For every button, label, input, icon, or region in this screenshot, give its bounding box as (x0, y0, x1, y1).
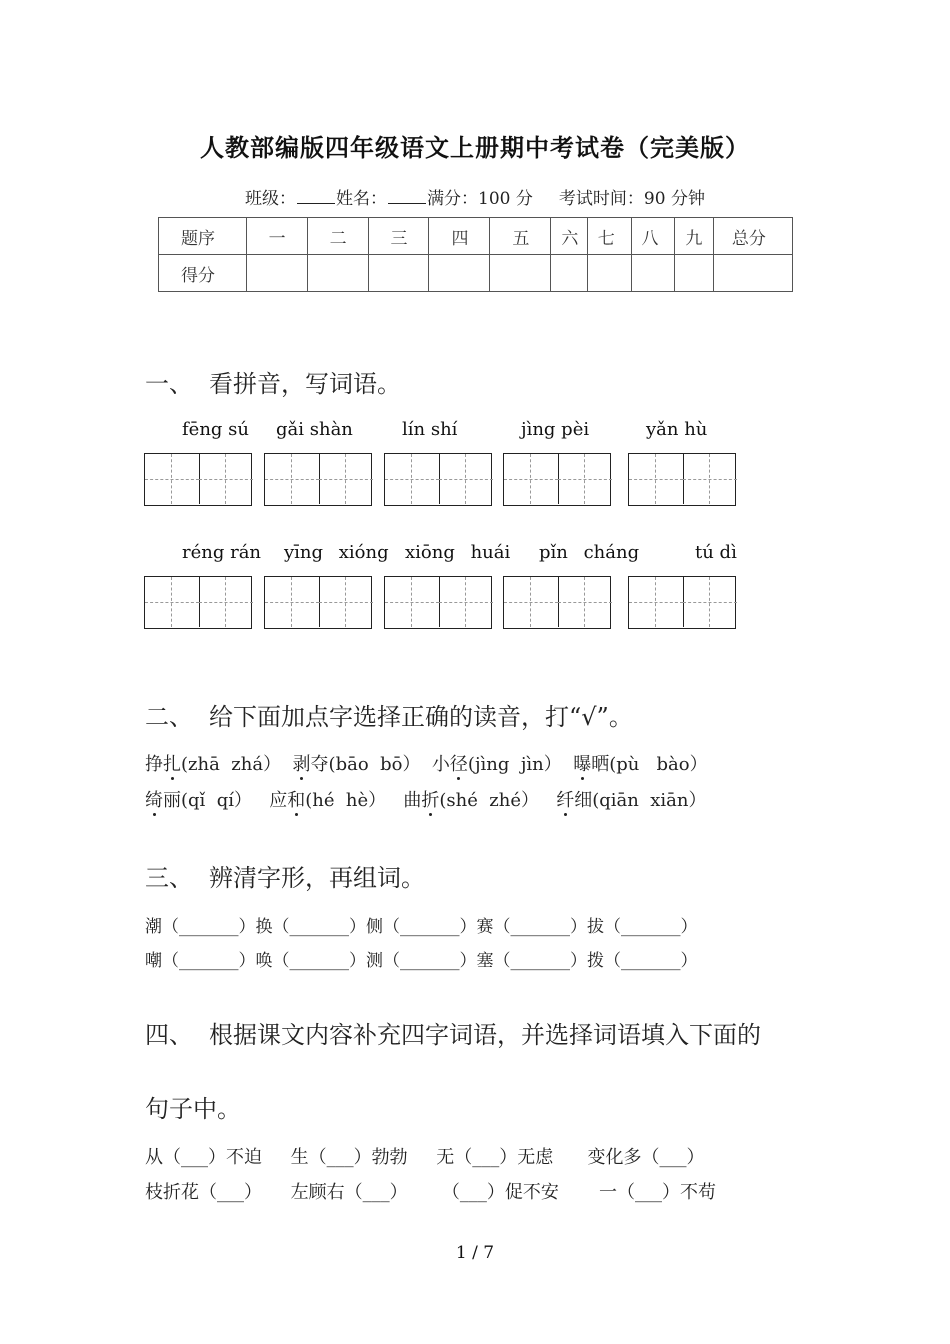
section-number: 四、 (145, 1021, 193, 1049)
pinyin-label: yǎn hù (646, 419, 708, 440)
score-header-cell: 五 (490, 218, 551, 255)
pinyin-label: jìng pèi (521, 419, 590, 440)
reading-item[interactable]: 挣扎(zhā zhá） (145, 754, 281, 775)
writing-grid[interactable] (384, 453, 492, 506)
score-header-cell: 二 (307, 218, 368, 255)
name-blank[interactable] (388, 189, 426, 204)
score-cell[interactable] (429, 255, 490, 292)
dotted-char: 绮 (145, 786, 163, 812)
score-header-cell: 九 (675, 218, 713, 255)
writing-grid[interactable] (144, 453, 252, 506)
section-number: 三、 (145, 864, 193, 892)
word-group-line-2[interactable]: 嘲（_______）唤（_______）测（_______）塞（_______）拨（_______） (145, 951, 698, 971)
dotted-char: 纤 (556, 786, 574, 812)
section-title: 辨清字形，再组词。 (209, 864, 425, 892)
writing-grid[interactable] (384, 576, 492, 629)
score-value-row (159, 255, 793, 292)
writing-grid[interactable] (144, 576, 252, 629)
word-group-line-1[interactable]: 潮（_______）换（_______）侧（_______）赛（_______）拔（_______） (145, 917, 698, 937)
reading-item[interactable]: 绮丽(qǐ qí） (145, 790, 252, 811)
reading-item[interactable]: 应和(hé hè） (269, 790, 386, 811)
dotted-char: 和 (287, 786, 305, 812)
score-header-cell: 三 (368, 218, 429, 255)
dotted-char: 径 (450, 750, 468, 776)
score-cell[interactable] (368, 255, 429, 292)
exam-info (0, 184, 950, 209)
class-label: 班级： (245, 189, 297, 209)
score-header-cell: 总分 (713, 218, 792, 255)
pinyin-label: gǎi shàn (276, 419, 353, 440)
section-title: 给下面加点字选择正确的读音，打“√”。 (209, 703, 633, 731)
score-header-row (159, 218, 793, 255)
writing-grid[interactable] (628, 453, 736, 506)
reading-line-2 (145, 786, 707, 812)
reading-item[interactable]: 剥夺(bāo bō） (293, 754, 421, 775)
pinyin-row-1 (0, 419, 950, 443)
dotted-char: 剥 (293, 750, 311, 776)
pinyin-label: xiōng huái (405, 542, 511, 563)
writing-grid[interactable] (628, 576, 736, 629)
score-cell[interactable] (490, 255, 551, 292)
pinyin-row-2 (0, 542, 950, 566)
section-4-heading (145, 1015, 761, 1050)
score-header-cell: 七 (587, 218, 631, 255)
full-score: 满分：100 分 (427, 189, 533, 209)
score-cell[interactable] (675, 255, 713, 292)
score-cell[interactable] (551, 255, 587, 292)
writing-grid[interactable] (264, 453, 372, 506)
score-row-label: 得分 (159, 255, 247, 292)
dotted-char: 扎 (163, 750, 181, 776)
score-cell[interactable] (246, 255, 307, 292)
score-table (158, 217, 793, 292)
writing-grid[interactable] (503, 576, 611, 629)
pinyin-label: lín shí (402, 419, 458, 440)
score-cell[interactable] (713, 255, 792, 292)
class-blank[interactable] (297, 189, 335, 204)
score-header-cell: 四 (429, 218, 490, 255)
pinyin-label: tú dì (695, 542, 737, 563)
reading-line-1 (145, 750, 708, 776)
page-title: 人教部编版四年级语文上册期中考试卷（完美版） (200, 133, 750, 162)
reading-item[interactable]: 小径(jìng jìn） (432, 754, 562, 775)
score-header-cell: 八 (631, 218, 675, 255)
section-3-heading (145, 858, 425, 893)
writing-grid[interactable] (264, 576, 372, 629)
score-header-cell: 题序 (159, 218, 247, 255)
pinyin-label: fēng sú (182, 419, 249, 440)
score-header-cell: 一 (246, 218, 307, 255)
name-label: 姓名： (336, 189, 388, 209)
score-cell[interactable] (631, 255, 675, 292)
reading-item[interactable]: 曲折(shé zhé） (403, 790, 539, 811)
pinyin-label: pǐn cháng (539, 542, 640, 563)
idiom-line-2[interactable]: 枝折花（___） 左顾右（___） （___）促不安 一（___）不苟 (145, 1182, 716, 1203)
section-1-heading (145, 364, 401, 399)
exam-time: 考试时间：90 分钟 (558, 189, 705, 209)
pinyin-label: réng rán (182, 542, 262, 563)
section-title: 根据课文内容补充四字词语，并选择词语填入下面的 (209, 1021, 761, 1049)
idiom-line-1[interactable]: 从（___）不迫 生（___）勃勃 无（___）无虑 变化多（___） (145, 1147, 705, 1168)
pinyin-label: yīng xióng (284, 542, 389, 563)
section-2-heading (145, 697, 633, 732)
score-cell[interactable] (307, 255, 368, 292)
dotted-char: 曝 (573, 750, 591, 776)
section-title: 看拼音，写词语。 (209, 370, 401, 398)
section-number: 一、 (145, 370, 193, 398)
section-number: 二、 (145, 703, 193, 731)
score-cell[interactable] (587, 255, 631, 292)
score-header-cell: 六 (551, 218, 587, 255)
page-number: 1 / 7 (455, 1243, 495, 1263)
section-4-heading-cont: 句子中。 (145, 1095, 241, 1123)
dotted-char: 折 (421, 786, 439, 812)
reading-item[interactable]: 曝晒(pù bào） (573, 754, 707, 775)
writing-grid[interactable] (503, 453, 611, 506)
reading-item[interactable]: 纤细(qiān xiān） (556, 790, 706, 811)
